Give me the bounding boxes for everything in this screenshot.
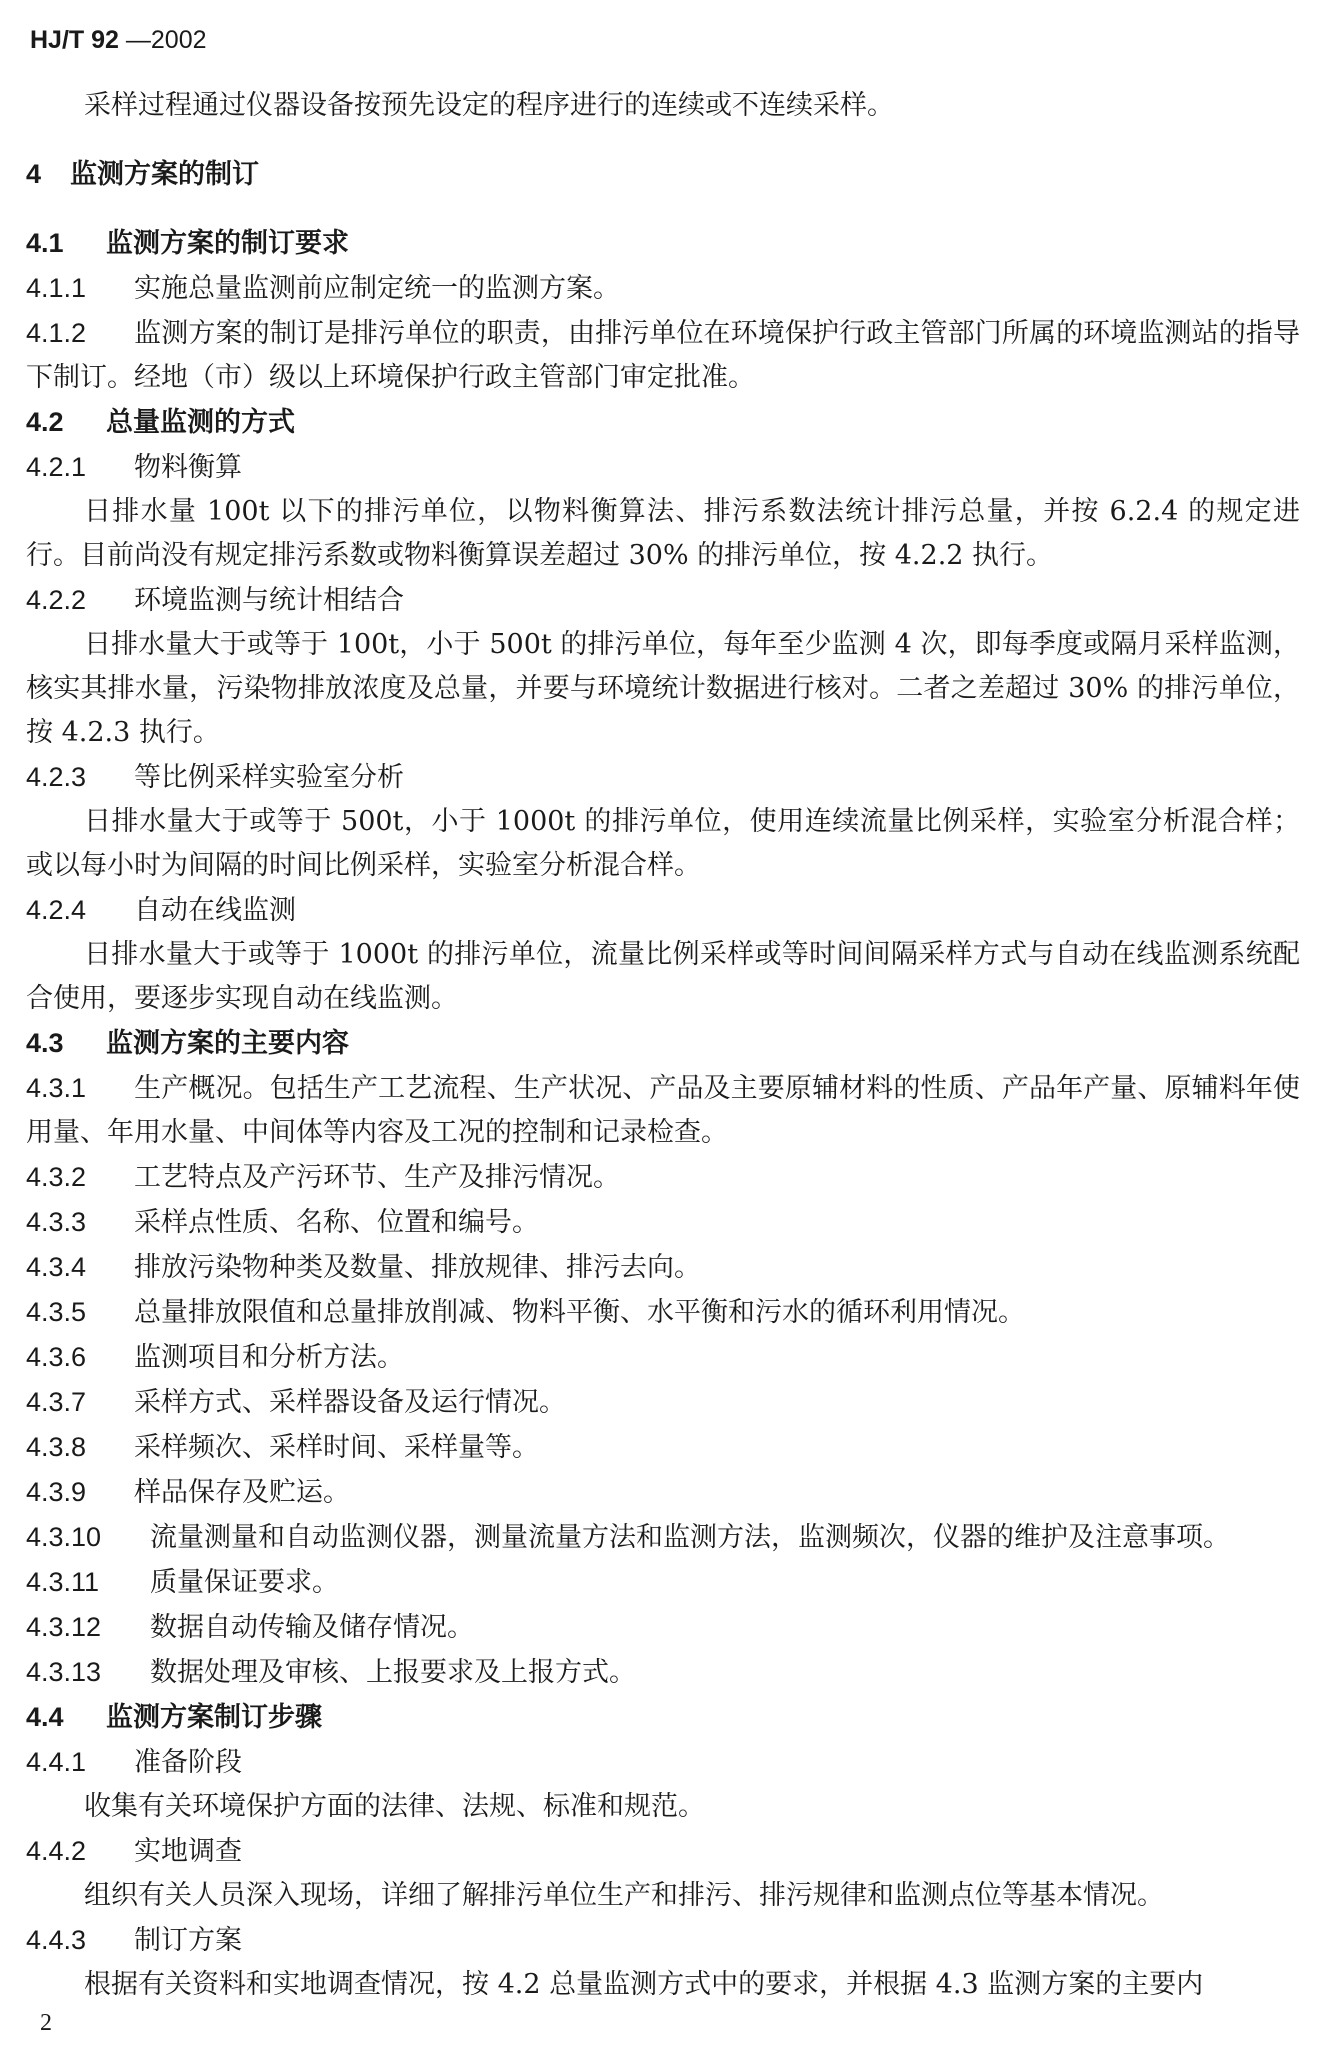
standard-year: —2002	[118, 26, 207, 54]
clause-4-1-2: 4.1.2 监测方案的制订是排污单位的职责，由排污单位在环境保护行政主管部门所属的环境监测站的指导下制订。经地（市）级以上环境保护行政主管部门审定批准。	[26, 318, 1300, 393]
clause-4-4-3-body: 根据有关资料和实地调查情况，按 4.2 总量监测方式中的要求，并根据 4.3 监测方案的主要内	[84, 1969, 1204, 2000]
document-body	[26, 84, 1300, 2007]
clause-4-3-4: 4.3.4 排放污染物种类及数量、排放规律、排污去向。	[26, 1252, 701, 1283]
clause-4-2-4-title: 4.2.4 自动在线监测	[26, 895, 296, 926]
clause-4-3-10: 4.3.10 流量测量和自动监测仪器，测量流量方法和监测方法，监测频次，仪器的维护及注意事项。	[26, 1522, 1230, 1553]
clause-4-4-2-body: 组织有关人员深入现场，详细了解排污单位生产和排污、排污规律和监测点位等基本情况。	[84, 1880, 1164, 1911]
clause-4-3-6: 4.3.6 监测项目和分析方法。	[26, 1342, 404, 1373]
clause-4-1-1: 4.1.1 实施总量监测前应制定统一的监测方案。	[26, 273, 620, 304]
clause-4-4-1-title: 4.4.1 准备阶段	[26, 1747, 242, 1778]
clause-4-3-5: 4.3.5 总量排放限值和总量排放削减、物料平衡、水平衡和污水的循环利用情况。	[26, 1297, 1025, 1328]
clause-4-2-3-body: 日排水量大于或等于 500t，小于 1000t 的排污单位，使用连续流量比例采样，实验室分析混合样；或以每小时为间隔的时间比例采样，实验室分析混合样。	[26, 806, 1300, 881]
clause-4-4-2-title: 4.4.2 实地调查	[26, 1836, 242, 1867]
clause-4-3-7: 4.3.7 采样方式、采样器设备及运行情况。	[26, 1387, 566, 1418]
section-4-2-heading: 4.2 总量监测的方式	[26, 407, 295, 438]
section-4-4-heading: 4.4 监测方案制订步骤	[26, 1702, 322, 1733]
clause-4-2-2-title: 4.2.2 环境监测与统计相结合	[26, 585, 404, 616]
clause-4-3-2: 4.3.2 工艺特点及产污环节、生产及排污情况。	[26, 1162, 620, 1193]
clause-4-4-1-body: 收集有关环境保护方面的法律、法规、标准和规范。	[84, 1791, 705, 1822]
section-4-1-heading: 4.1 监测方案的制订要求	[26, 228, 349, 259]
section-4-heading: 4 监测方案的制订	[26, 159, 259, 190]
clause-4-2-4-body: 日排水量大于或等于 1000t 的排污单位，流量比例采样或等时间间隔采样方式与自动在线监测系统配合使用，要逐步实现自动在线监测。	[26, 939, 1300, 1014]
clause-4-2-3-title: 4.2.3 等比例采样实验室分析	[26, 762, 404, 793]
clause-4-3-8: 4.3.8 采样频次、采样时间、采样量等。	[26, 1432, 539, 1463]
clause-4-2-2-body: 日排水量大于或等于 100t，小于 500t 的排污单位，每年至少监测 4 次，即每季度或隔月采样监测，核实其排水量，污染物排放浓度及总量，并要与环境统计数据进行核对。二者之差超过 30% 的排污单位，按 4.2.3 执行。	[26, 629, 1300, 748]
clause-4-2-1-body: 日排水量 100t 以下的排污单位，以物料衡算法、排污系数法统计排污总量，并按 6.2.4 的规定进行。目前尚没有规定排污系数或物料衡算误差超过 30% 的排污单位，按 4.2.2 执行。	[26, 496, 1300, 571]
page-number: 2	[40, 2010, 52, 2036]
document-header	[30, 26, 207, 55]
clause-4-3-1: 4.3.1 生产概况。包括生产工艺流程、生产状况、产品及主要原辅材料的性质、产品年产量、原辅料年使用量、年用水量、中间体等内容及工况的控制和记录检查。	[26, 1073, 1300, 1148]
clause-4-3-13: 4.3.13 数据处理及审核、上报要求及上报方式。	[26, 1657, 636, 1688]
clause-4-2-1-title: 4.2.1 物料衡算	[26, 452, 242, 483]
intro-paragraph: 采样过程通过仪器设备按预先设定的程序进行的连续或不连续采样。	[84, 90, 894, 121]
section-4-3-heading: 4.3 监测方案的主要内容	[26, 1028, 349, 1059]
clause-4-3-9: 4.3.9 样品保存及贮运。	[26, 1477, 350, 1508]
clause-4-3-11: 4.3.11 质量保证要求。	[26, 1567, 339, 1598]
clause-4-3-12: 4.3.12 数据自动传输及储存情况。	[26, 1612, 474, 1643]
clause-4-4-3-title: 4.4.3 制订方案	[26, 1925, 242, 1956]
standard-code: HJ/T 92	[30, 26, 119, 54]
clause-4-3-3: 4.3.3 采样点性质、名称、位置和编号。	[26, 1207, 539, 1238]
